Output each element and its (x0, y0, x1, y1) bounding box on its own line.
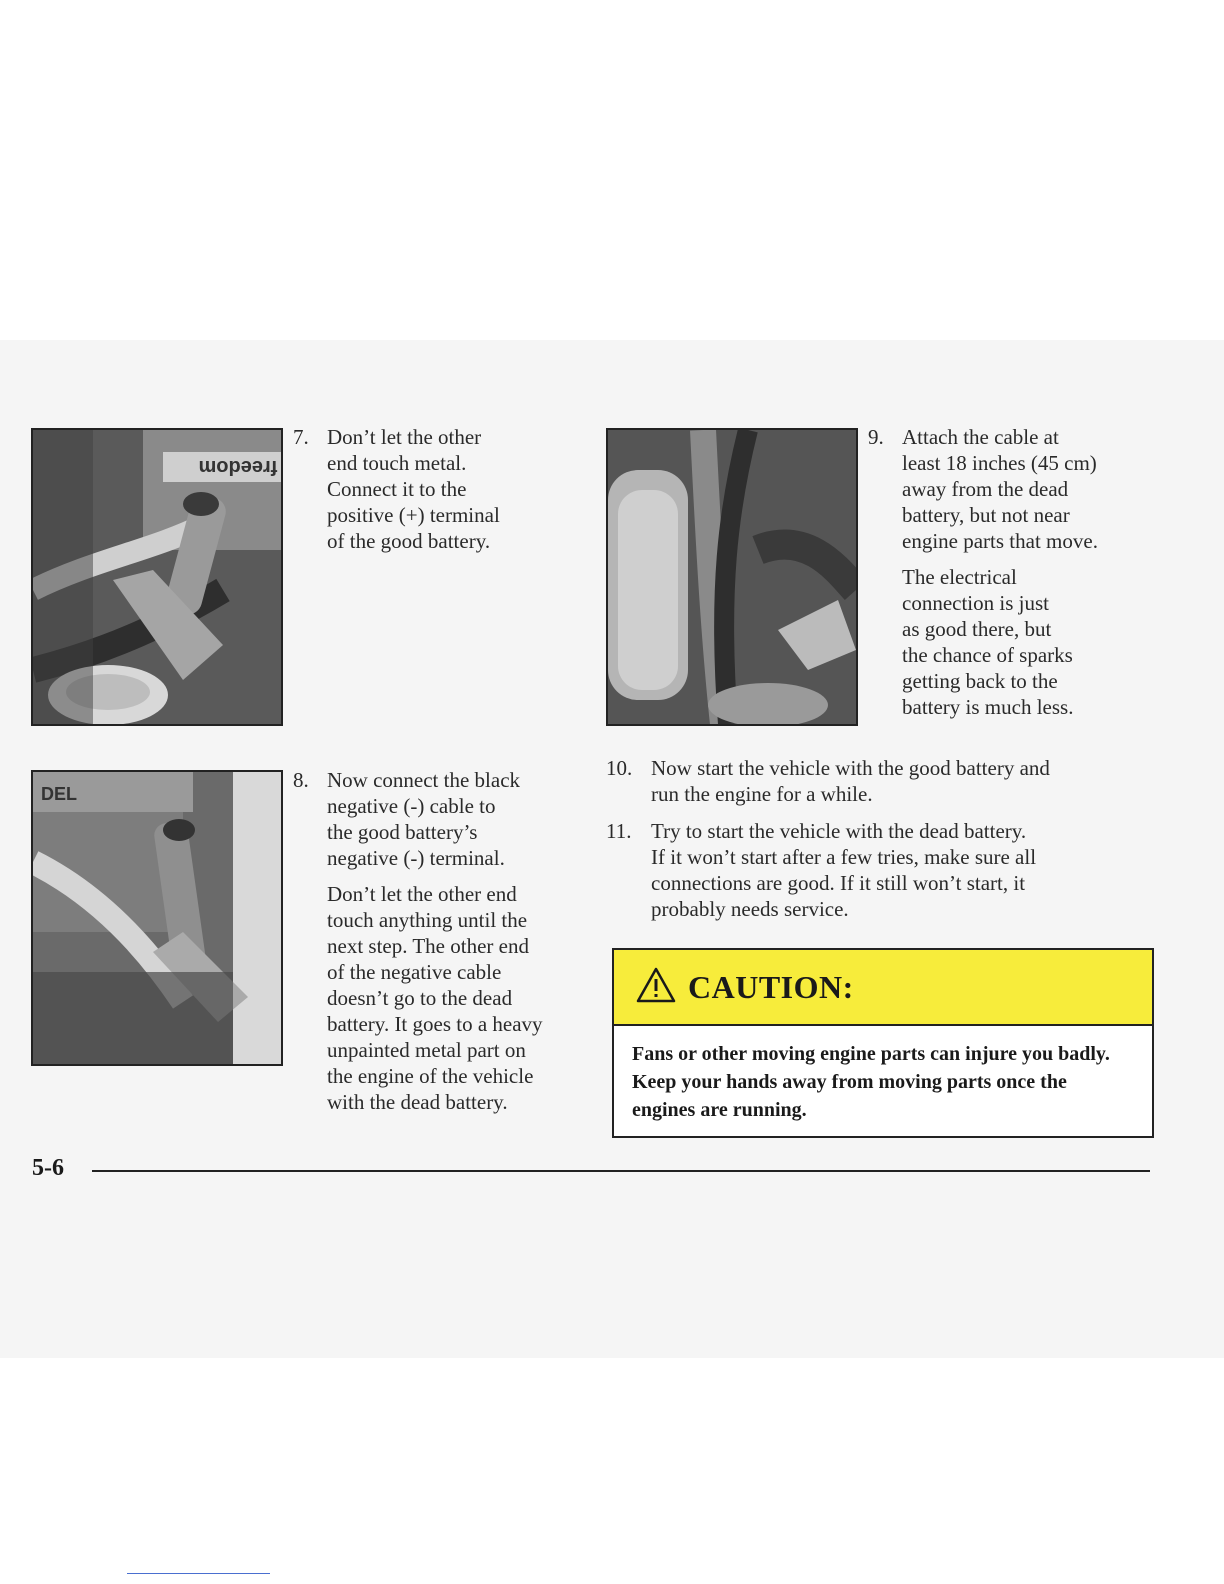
page-number: 5-6 (32, 1155, 64, 1181)
step-8-note-line: battery. It goes to a heavy (327, 1012, 543, 1036)
warning-triangle-icon (636, 967, 676, 1008)
step-10-line: run the engine for a while. (651, 782, 873, 806)
caution-box (612, 948, 1154, 1138)
step-8-note-line: of the negative cable (327, 960, 502, 984)
step-number: 7. (293, 425, 309, 449)
step-11-line: connections are good. If it still won’t start, it (651, 871, 1026, 895)
step-9-note-line: The electrical (902, 565, 1017, 589)
step-8-note-line: unpainted metal part on (327, 1038, 526, 1062)
step-11 (606, 818, 1146, 922)
step-9-note-line: battery is much less. (902, 695, 1074, 719)
step-7-line: Don’t let the other (327, 425, 482, 449)
step-8-line: negative (-) terminal. (327, 846, 505, 870)
step-9-line: engine parts that move. (902, 529, 1098, 553)
step-8-note-line: Don’t let the other end (327, 882, 517, 906)
step-8-note-line: the engine of the vehicle (327, 1064, 534, 1088)
photo-engine-ground (606, 428, 858, 726)
step-8-line: the good battery’s (327, 820, 478, 844)
bottom-link-underline[interactable] (127, 1573, 270, 1574)
step-8-note-line: with the dead battery. (327, 1090, 508, 1114)
step-number: 10. (606, 756, 633, 780)
step-9 (868, 424, 1158, 720)
photo1-label: freedom (198, 456, 278, 478)
step-9-note-line: as good there, but (902, 617, 1052, 641)
step-11-line: If it won’t start after a few tries, make sure all (651, 845, 1037, 869)
step-10-line: Now start the vehicle with the good battery and (651, 756, 1050, 780)
photo-positive-terminal (31, 428, 283, 726)
step-7-line: positive (+) terminal (327, 503, 500, 527)
step-8-note-line: next step. The other end (327, 934, 529, 958)
step-7-line: Connect it to the (327, 477, 467, 501)
step-7-line: of the good battery. (327, 529, 491, 553)
caution-text: Fans or other moving engine parts can injure you badly. Keep your hands away from moving parts once the engines are running. (632, 1043, 1110, 1121)
step-8-line: Now connect the black (327, 768, 521, 792)
photo2-label: DEL (41, 784, 77, 804)
step-9-line: battery, but not near (902, 503, 1070, 527)
step-number: 11. (606, 819, 632, 843)
step-8-note-line: touch anything until the (327, 908, 528, 932)
step-9-note-line: connection is just (902, 591, 1049, 615)
step-9-note-line: the chance of sparks (902, 643, 1073, 667)
step-9-line: Attach the cable at (902, 425, 1059, 449)
step-11-line: Try to start the vehicle with the dead battery. (651, 819, 1027, 843)
step-9-line: least 18 inches (45 cm) (902, 451, 1097, 475)
step-8 (293, 767, 583, 1115)
step-10 (606, 755, 1146, 807)
step-8-line: negative (-) cable to (327, 794, 496, 818)
step-9-note-line: getting back to the (902, 669, 1058, 693)
caution-header (614, 950, 1152, 1026)
step-11-line: probably needs service. (651, 897, 849, 921)
step-number: 8. (293, 768, 309, 792)
caution-title: CAUTION: (688, 968, 854, 1005)
footer-rule (92, 1170, 1150, 1172)
step-7-line: end touch metal. (327, 451, 467, 475)
photo-negative-terminal (31, 770, 283, 1066)
step-number: 9. (868, 425, 884, 449)
step-9-line: away from the dead (902, 477, 1069, 501)
step-8-note-line: doesn’t go to the dead (327, 986, 513, 1010)
step-7 (293, 424, 573, 554)
